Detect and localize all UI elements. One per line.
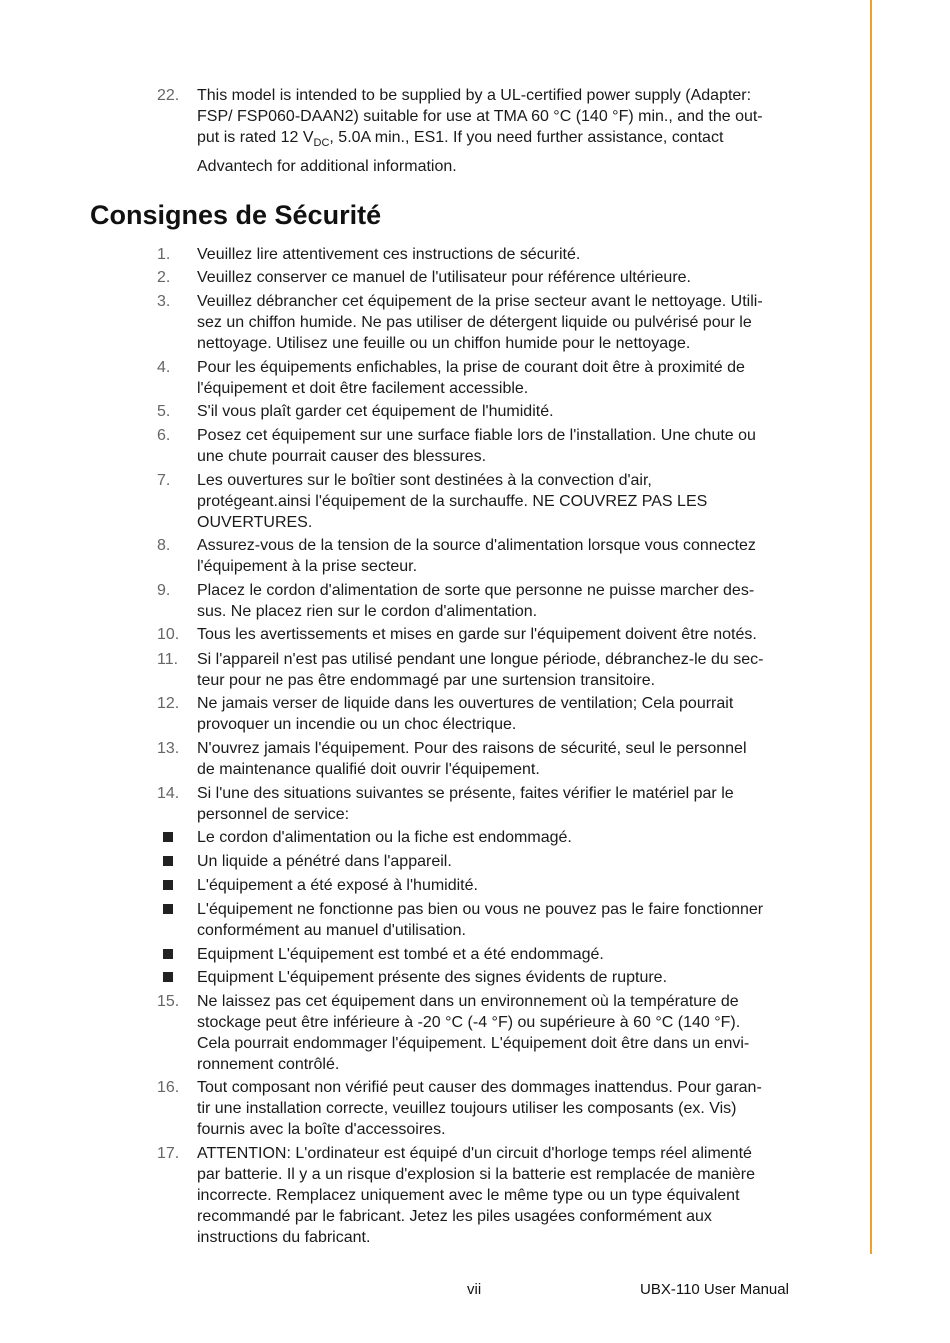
intro-line: Advantech for additional information.	[197, 158, 457, 176]
item-number: 17.	[157, 1145, 180, 1162]
intro-line	[197, 127, 822, 154]
bullet-text: L'équipement a été exposé à l'humidité.	[197, 877, 478, 894]
bullet-text: L'équipement ne fonctionne pas bien ou vous ne pouvez pas le faire fonctionner conformément au manuel d'utilisation.	[197, 901, 764, 939]
square-bullet-icon	[163, 949, 173, 959]
item-text: Posez cet équipement sur une surface fiable lors de l'installation. Une chute ou une chute pourrait causer des blessures.	[197, 427, 756, 465]
item-text: Si l'appareil n'est pas utilisé pendant une longue période, débranchez-le du sec- teur pour ne pas être endommagé par une surtension transitoire.	[197, 651, 764, 689]
item-text: Les ouvertures sur le boîtier sont destinées à la convection d'air, protégeant.ainsi l'équipement de la surchauffe. NE COUVREZ PAS LES OUVERTURES.	[197, 472, 708, 531]
item-number: 6.	[157, 427, 171, 444]
square-bullet-icon	[163, 880, 173, 890]
item-number: 4.	[157, 359, 171, 376]
intro-line: FSP/ FSP060-DAAN2) suitable for use at TMA 60 °C (140 °F) min., and the out-	[197, 108, 763, 125]
item-text: ATTENTION: L'ordinateur est équipé d'un circuit d'horloge temps réel alimenté par batterie. Il y a un risque d'explosion si la batterie est remplacée de manière incorrecte. Remplacez uniquement avec le même type ou un type équivalent recommandé par le fabricant. Jetez les piles usagées conformément aux instructions du fabricant.	[197, 1145, 756, 1246]
item-text: Veuillez conserver ce manuel de l'utilisateur pour référence ultérieure.	[197, 269, 691, 286]
item-text: Pour les équipements enfichables, la prise de courant doit être à proximité de l'équipement et doit être facilement accessible.	[197, 359, 745, 397]
item-text	[197, 85, 822, 177]
square-bullet-icon	[163, 904, 173, 914]
item-text: N'ouvrez jamais l'équipement. Pour des raisons de sécurité, seul le personnel de maintenance qualifié doit ouvrir l'équipement.	[197, 740, 747, 778]
subscript-dc: DC	[313, 137, 330, 150]
square-bullet-icon	[163, 972, 173, 982]
bullet-text: Un liquide a pénétré dans l'appareil.	[197, 853, 452, 870]
item-number: 14.	[157, 785, 180, 802]
item-text: Assurez-vous de la tension de la source d'alimentation lorsque vous connectez l'équipement à la prise secteur.	[197, 537, 756, 575]
square-bullet-icon	[163, 832, 173, 842]
item-text: Placez le cordon d'alimentation de sorte que personne ne puisse marcher des- sus. Ne placez rien sur le cordon d'alimentation.	[197, 582, 755, 620]
item-number: 10.	[157, 626, 180, 643]
item-text: Ne jamais verser de liquide dans les ouvertures de ventilation; Cela pourrait provoquer un incendie ou un choc électrique.	[197, 695, 734, 733]
item-text: S'il vous plaît garder cet équipement de l'humidité.	[197, 403, 554, 420]
item-number: 7.	[157, 472, 171, 489]
item-number: 16.	[157, 1079, 180, 1096]
item-number: 1.	[157, 246, 171, 263]
bullet-text: Equipment L'équipement présente des signes évidents de rupture.	[197, 969, 668, 986]
page-number: vii	[467, 1281, 482, 1298]
item-number: 13.	[157, 740, 180, 757]
section-title: Consignes de Sécurité	[90, 200, 382, 230]
bullet-text: Le cordon d'alimentation ou la fiche est endommagé.	[197, 829, 572, 846]
intro-text: , 5.0A min., ES1. If you need further assistance, contact	[329, 129, 724, 146]
item-text: Veuillez lire attentivement ces instructions de sécurité.	[197, 246, 581, 263]
item-text: Veuillez débrancher cet équipement de la prise secteur avant le nettoyage. Utili- sez un chiffon humide. Ne pas utiliser de détergent liquide ou pulvérisé pour le nettoyage. Utilisez une feuille ou un chiffon humide pour le nettoyage.	[197, 293, 763, 352]
item-number: 5.	[157, 403, 171, 420]
item-number: 3.	[157, 293, 171, 310]
item-text: Si l'une des situations suivantes se présente, faites vérifier le matériel par le personnel de service:	[197, 785, 734, 823]
item-number: 15.	[157, 993, 180, 1010]
manual-title: UBX-110 User Manual	[640, 1281, 789, 1298]
square-bullet-icon	[163, 856, 173, 866]
item-number: 12.	[157, 695, 180, 712]
orange-margin-rule	[870, 0, 872, 1254]
intro-text: put is rated 12 V	[197, 129, 314, 146]
item-number: 8.	[157, 537, 171, 554]
bullet-text: Equipment L'équipement est tombé et a été endommagé.	[197, 946, 604, 963]
item-number: 11.	[157, 651, 179, 668]
item-number: 9.	[157, 582, 171, 599]
item-number: 22.	[157, 87, 180, 104]
item-text: Tout composant non vérifié peut causer des dommages inattendus. Pour garan- tir une installation correcte, veuillez toujours utiliser les composants (ex. Vis) fournis avec la boîte d'accessoires.	[197, 1079, 762, 1138]
item-text: Ne laissez pas cet équipement dans un environnement où la température de stockage peut être inférieure à -20 °C (-4 °F) ou supérieure à 60 °C (140 °F). Cela pourrait endommager l'équipement. L'équipement doit être dans un envi- ronnement contrôlé.	[197, 993, 750, 1073]
item-text: Tous les avertissements et mises en garde sur l'équipement doivent être notés.	[197, 626, 757, 643]
item-number: 2.	[157, 269, 171, 286]
intro-line: This model is intended to be supplied by a UL-certified power supply (Adapter:	[197, 87, 752, 104]
